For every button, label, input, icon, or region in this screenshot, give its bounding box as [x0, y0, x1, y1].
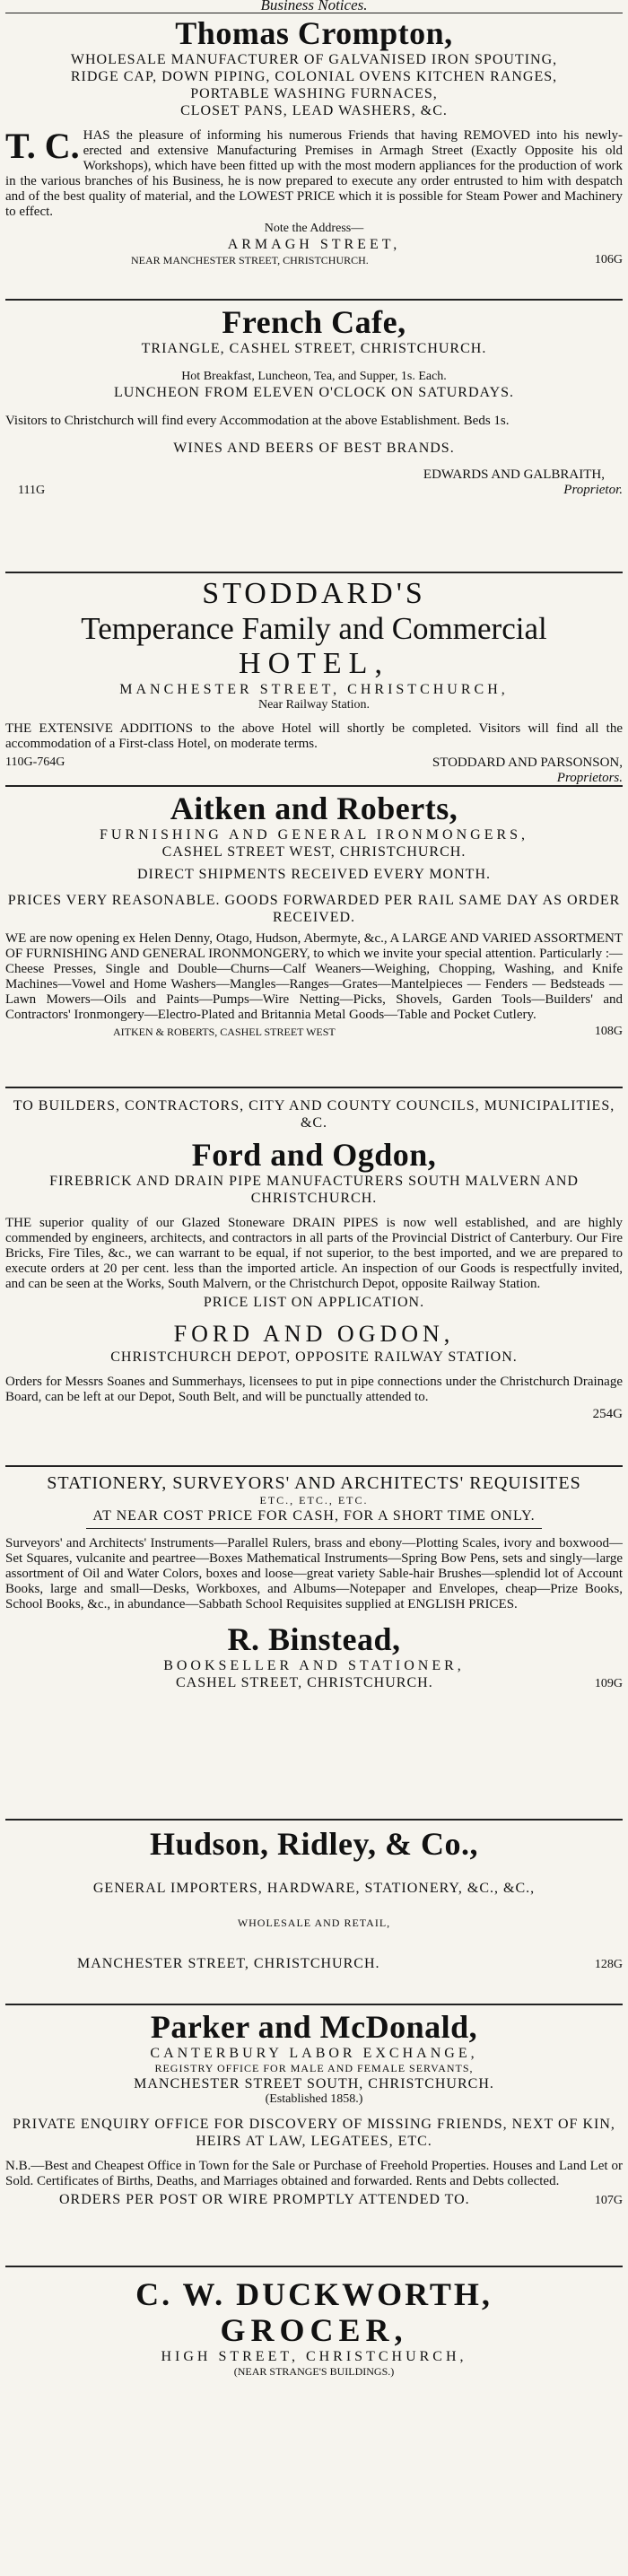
duckworth-name: C. W. DUCKWORTH, [135, 2276, 493, 2312]
stoddard-proprietors: STODDARD AND PARSONSON, [432, 755, 623, 770]
crompton-line-1: WHOLESALE MANUFACTURER OF GALVANISED IRON SPOUTING, [70, 52, 558, 67]
crompton-code: 106G [594, 253, 623, 266]
duckworth-trade: GROCER, [220, 2312, 408, 2348]
ford-sub: FIREBRICK AND DRAIN PIPE MANUFACTURERS SOUTH MALVERN AND CHRISTCHURCH. [49, 1174, 579, 1206]
binstead-sub: AT NEAR COST PRICE FOR CASH, FOR A SHORT TIME ONLY. [92, 1508, 536, 1524]
stoddard-prop: Proprietors. [556, 771, 623, 785]
binstead-etc: ETC., ETC., ETC. [259, 1494, 369, 1506]
french-proprietors: EDWARDS AND GALBRAITH, [423, 467, 605, 482]
french-title: French Cafe, [222, 304, 406, 340]
ford-name2: FORD AND OGDON, [173, 1321, 455, 1347]
advert-hudson-ridley [5, 1821, 623, 2005]
binstead-street: CASHEL STREET, CHRISTCHURCH. [176, 1675, 433, 1690]
french-wines: WINES AND BEERS OF BEST BRANDS. [173, 441, 455, 456]
ford-title: Ford and Ogdon, [191, 1137, 437, 1173]
aitken-sub2: CASHEL STREET WEST, CHRISTCHURCH. [161, 844, 467, 860]
parker-orders: ORDERS PER POST OR WIRE PROMPTLY ATTENDED TO. [59, 2192, 470, 2207]
advert-duckworth [5, 2267, 623, 2402]
crompton-address: NEAR MANCHESTER STREET, CHRISTCHURCH. [131, 254, 369, 266]
hudson-sub: GENERAL IMPORTERS, HARDWARE, STATIONERY, &C., &C., [92, 1881, 536, 1896]
parker-est: (Established 1858.) [265, 2092, 363, 2106]
advert-binstead [5, 1467, 623, 1821]
crompton-line-4: CLOSET PANS, LEAD WASHERS, &C. [180, 103, 448, 118]
advert-parker-mcdonald [5, 2005, 623, 2267]
parker-sub: CANTERBURY LABOR EXCHANGE, [150, 2046, 478, 2061]
ford-to: TO BUILDERS, CONTRACTORS, CITY AND COUNTY COUNCILS, MUNICIPALITIES, &C. [13, 1098, 615, 1131]
hudson-code: 128G [594, 1958, 623, 1971]
french-prop: Proprietor. [563, 483, 623, 497]
binstead-trade: BOOKSELLER AND STATIONER, [163, 1658, 465, 1673]
hudson-wholesale: WHOLESALE AND RETAIL, [237, 1917, 391, 1929]
aitken-prices: PRICES VERY REASONABLE. GOODS FORWARDED PER RAIL SAME DAY AS ORDER RECEIVED. [7, 893, 621, 925]
aitken-title: Aitken and Roberts, [170, 790, 458, 826]
crompton-body [5, 128, 623, 220]
ford-pricelist: PRICE LIST ON APPLICATION. [203, 1295, 425, 1310]
parker-registry: REGISTRY OFFICE FOR MALE AND FEMALE SERVANTS, [154, 2062, 474, 2074]
hudson-title: Hudson, Ridley, & Co., [149, 1826, 479, 1862]
french-visitors: Visitors to Christchurch will find every Accommodation at the above Establishment. Beds 1s. [5, 414, 510, 428]
french-sub: TRIANGLE, CASHEL STREET, CHRISTCHURCH. [141, 341, 487, 356]
stoddard-hotel: HOTEL, [239, 647, 389, 680]
running-header: Business Notices. [5, 0, 623, 13]
advert-ford-ogdon [5, 1088, 623, 1467]
advert-french-cafe [5, 301, 623, 573]
stoddard-street: MANCHESTER STREET, CHRISTCHURCH, [119, 682, 509, 697]
ford-orders: Orders for Messrs Soanes and Summerhays, licensees to put in pipe connections under the Christchurch Drainage Board, can be left at our Depot, South Belt, and will be punctually attended to. [5, 1375, 623, 1404]
ford-code: 254G [592, 1407, 623, 1421]
french-luncheon: LUNCHEON FROM ELEVEN O'CLOCK ON SATURDAYS. [113, 385, 515, 400]
crompton-body-text: HAS the pleasure of informing his numerous Friends that having REMOVED into his newly-erected and extensive Manufacturing Premises in Armagh Street (Exactly Opposite his old Workshops), which have been fitted up with the most modern appliances for the production of work in the various branches of his Business, he is now prepared to execute any order entrusted to him with despatch and of the best quality of material, and the LOWEST PRICE which it is possible for Steam Power and Machinery to effect. [5, 128, 623, 219]
crompton-street: ARMAGH STREET, [227, 237, 401, 252]
crompton-line-2: RIDGE CAP, DOWN PIPING, COLONIAL OVENS KITCHEN RANGES, [70, 69, 558, 84]
crompton-note: Note the Address— [264, 222, 364, 235]
crompton-line-3: PORTABLE WASHING FURNACES, [190, 86, 438, 101]
binstead-name: R. Binstead, [227, 1621, 401, 1657]
parker-code: 107G [594, 2194, 623, 2207]
crompton-title: Thomas Crompton, [175, 15, 453, 51]
stoddard-near: Near Railway Station. [257, 698, 371, 712]
duckworth-near: (NEAR STRANGE'S BUILDINGS.) [233, 2365, 395, 2378]
stoddard-body: THE EXTENSIVE ADDITIONS to the above Hotel will shortly be completed. Visitors will find all the accommodation of a First-class Hotel, on moderate terms. [5, 721, 623, 751]
aitken-direct: DIRECT SHIPMENTS RECEIVED EVERY MONTH. [136, 867, 491, 882]
advert-stoddards [5, 573, 623, 787]
stoddard-code: 110G-764G [5, 755, 65, 769]
aitken-sign: AITKEN & ROBERTS, CASHEL STREET WEST [113, 1026, 336, 1038]
duckworth-street: HIGH STREET, CHRISTCHURCH, [161, 2349, 467, 2364]
french-code: 111G [18, 484, 46, 497]
stoddard-title: Temperance Family and Commercial [81, 611, 547, 646]
french-hot: Hot Breakfast, Luncheon, Tea, and Supper, 1s. Each. [181, 370, 447, 383]
stoddard-name: STODDARD'S [202, 577, 426, 610]
binstead-rule [86, 1528, 542, 1529]
aitken-sub1: FURNISHING AND GENERAL IRONMONGERS, [99, 827, 529, 843]
parker-title: Parker and McDonald, [150, 2009, 478, 2045]
advert-crompton [5, 15, 623, 301]
ford-depot: CHRISTCHURCH DEPOT, OPPOSITE RAILWAY STATION. [110, 1349, 518, 1365]
aitken-body: WE are now opening ex Helen Denny, Otago, Hudson, Abermyte, &c., A LARGE AND VARIED ASSORTMENT OF FURNISHING AND GENERAL IRONMONGERY, to which we invite your special attention. Particularly :— Cheese Presses, Single and Double—Churns—Calf Weaners—Weighing, Chopping, Washing, and Knife Machines—Vowel and Home Washers—Mangles—Ranges—Grates—Mantelpieces — Fenders — Bedsteads — Lawn Mowers—Oils and Paints—Pumps—Wire Netting—Picks, Shovels, Garden Tools—Builders' and Contractors' Ironmongery—Electro-Plated and Britannia Metal Goods—Table and Pocket Cutlery. [5, 931, 623, 1022]
parker-nb: N.B.—Best and Cheapest Office in Town for the Sale or Purchase of Freehold Properties. Houses and Land Let or Sold. Certificates of Births, Deaths, and Marriages obtained and forwarded. Rents and Debts collected. [5, 2159, 623, 2188]
parker-private: PRIVATE ENQUIRY OFFICE FOR DISCOVERY OF MISSING FRIENDS, NEXT OF KIN, HEIRS AT LAW, LEGATEES, ETC. [13, 2117, 615, 2149]
binstead-title: STATIONERY, SURVEYORS' AND ARCHITECTS' REQUISITES [47, 1473, 581, 1493]
crompton-initials: T. C. [5, 126, 80, 166]
ford-body: THE superior quality of our Glazed Stoneware DRAIN PIPES is now well established, and are highly commended by engineers, architects, and contractors in all parts of the Provincial District of Canterbury. Our Fire Bricks, Fire Tiles, &c., we can warrant to be equal, if not superior, to the best imported, and we are prepared to execute orders at 20 per cent. less than the imported article. An inspection of our Goods is respectfully invited, and can be seen at the Works, South Malvern, or the Christchurch Depot, opposite Railway Station. [5, 1216, 623, 1291]
binstead-code: 109G [594, 1677, 623, 1690]
hudson-street: MANCHESTER STREET, CHRISTCHURCH. [77, 1956, 380, 1971]
aitken-code: 108G [594, 1025, 623, 1038]
binstead-body: Surveyors' and Architects' Instruments—Parallel Rulers, brass and ebony—Plotting Scales, ivory and boxwood—Set Squares, vulcanite and peartree—Boxes Mathematical Instruments—Spring Bow Pens, sets and singly—large assortment of Oil and Water Colors, boxes and loose—great variety Sable-hair Brushes—splendid lot of Account Books, large and small—Desks, Workboxes, and Albums—Notepaper and Envelopes, cheap—Prize Books, School Books, &c., in abundance—Sabbath School Requisites supplied at ENGLISH PRICES. [5, 1536, 623, 1611]
advert-aitken-roberts [5, 787, 623, 1088]
parker-street: MANCHESTER STREET SOUTH, CHRISTCHURCH. [134, 2076, 494, 2091]
